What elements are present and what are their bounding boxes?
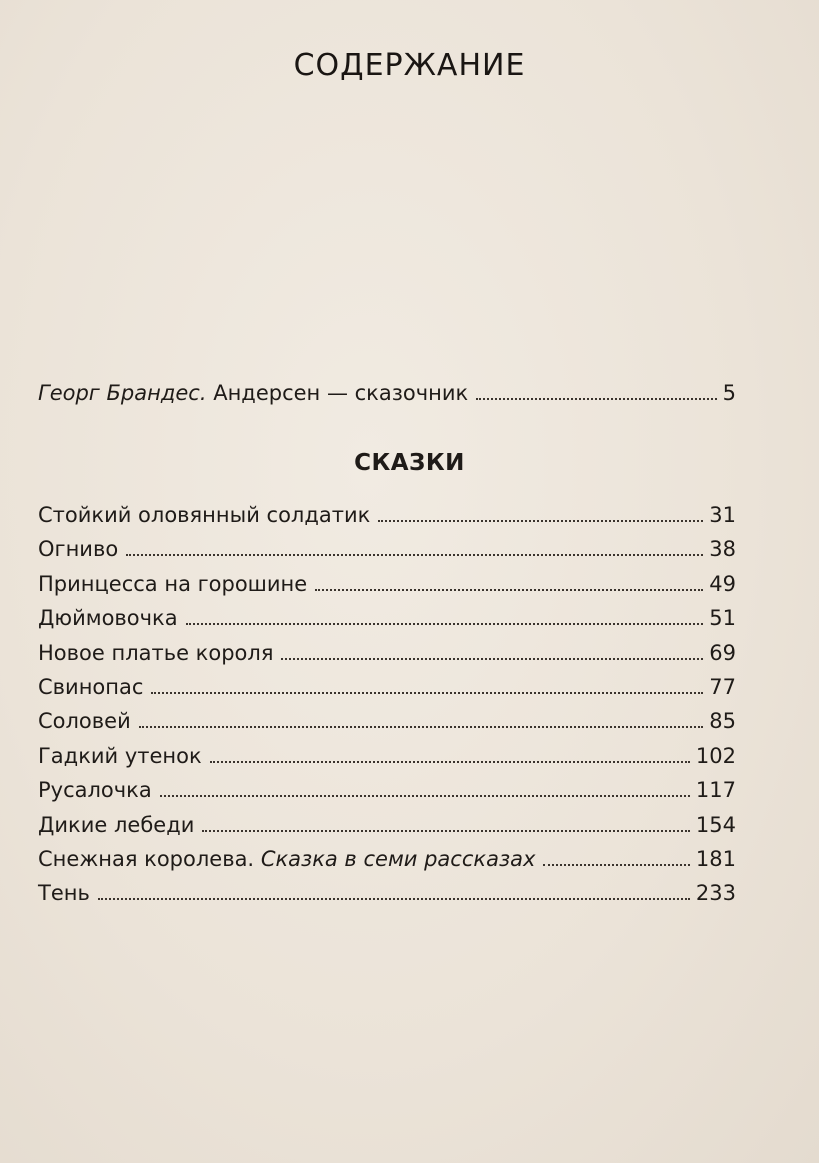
toc-entry (38, 735, 736, 769)
toc-entry (38, 700, 736, 734)
toc-entry-title (38, 502, 370, 528)
toc-entry (38, 632, 736, 666)
toc-entry-title-text: Андерсен — сказочник (213, 381, 469, 405)
dot-leader (202, 830, 690, 832)
toc-entry-title (38, 777, 152, 803)
dot-leader (186, 623, 704, 625)
toc-entry-page: 181 (695, 847, 736, 871)
dot-leader (126, 554, 703, 556)
toc-entry-title-text: Гадкий утенок (38, 744, 202, 768)
toc-entry (38, 563, 736, 597)
toc-entry-page: 85 (709, 709, 736, 733)
toc-entry-title (38, 812, 194, 838)
section-title: СКАЗКИ (354, 450, 465, 476)
toc-entry (38, 804, 736, 838)
toc-entry-author: Георг Брандес. (38, 381, 207, 405)
toc-entry (38, 528, 736, 562)
toc-entry-page: 233 (695, 881, 736, 905)
toc-entry-title (38, 674, 143, 700)
toc-entry-title-text: Тень (38, 881, 90, 905)
dot-leader (98, 898, 690, 900)
toc-entry-intro (38, 372, 736, 406)
toc-entry-title (38, 605, 178, 631)
toc-entry-page: 38 (709, 537, 736, 561)
toc-entry-title (38, 536, 118, 562)
toc-entry (38, 666, 736, 700)
dot-leader (160, 795, 690, 797)
dot-leader (210, 761, 690, 763)
toc-entry-title-text: Русалочка (38, 778, 152, 802)
toc-entry (38, 597, 736, 631)
dot-leader (378, 520, 703, 522)
toc-entry-page: 69 (709, 641, 736, 665)
dot-leader (281, 658, 703, 660)
dot-leader (315, 589, 703, 591)
toc-entry-page: 49 (709, 572, 736, 596)
toc-entry-title-text: Стойкий оловянный солдатик (38, 503, 371, 527)
toc-entry-title (38, 708, 131, 734)
dot-leader (151, 692, 703, 694)
toc-entry-title (38, 743, 202, 769)
toc-entry-title-text: Новое платье короля (38, 641, 274, 665)
toc-entry-title (38, 640, 273, 666)
toc-entry-page: 154 (695, 813, 736, 837)
toc-entry-title-text: Соловей (38, 709, 131, 733)
toc-entry-subtitle: Сказка в семи рассказах (260, 847, 536, 871)
toc-entry-page: 31 (709, 503, 736, 527)
toc-entry-title (38, 571, 307, 597)
toc-entry-title-text: Дикие лебеди (38, 813, 195, 837)
toc-entry-title (38, 380, 468, 406)
toc-entry (38, 838, 736, 872)
toc-entry-title-text: Принцесса на горошине (38, 572, 308, 596)
toc-entry (38, 769, 736, 803)
toc-entry-title-text: Свинопас (38, 675, 144, 699)
toc-entry (38, 494, 736, 528)
toc-entry-page: 102 (695, 744, 736, 768)
toc-entry-page: 5 (722, 381, 736, 405)
dot-leader (543, 864, 689, 866)
toc-entry-title (38, 846, 535, 872)
toc-entry-title-text: Огниво (38, 537, 119, 561)
toc-entry-page: 117 (695, 778, 736, 802)
toc-entry-page: 77 (709, 675, 736, 699)
toc-entry-title-text: Дюймовочка (38, 606, 178, 630)
toc-entry (38, 872, 736, 906)
page-title: СОДЕРЖАНИЕ (293, 48, 526, 83)
toc-entry-title-text: Снежная королева. (38, 847, 255, 871)
toc-entry-page: 51 (709, 606, 736, 630)
toc-entry-title (38, 880, 90, 906)
dot-leader (476, 398, 716, 400)
dot-leader (139, 726, 704, 728)
